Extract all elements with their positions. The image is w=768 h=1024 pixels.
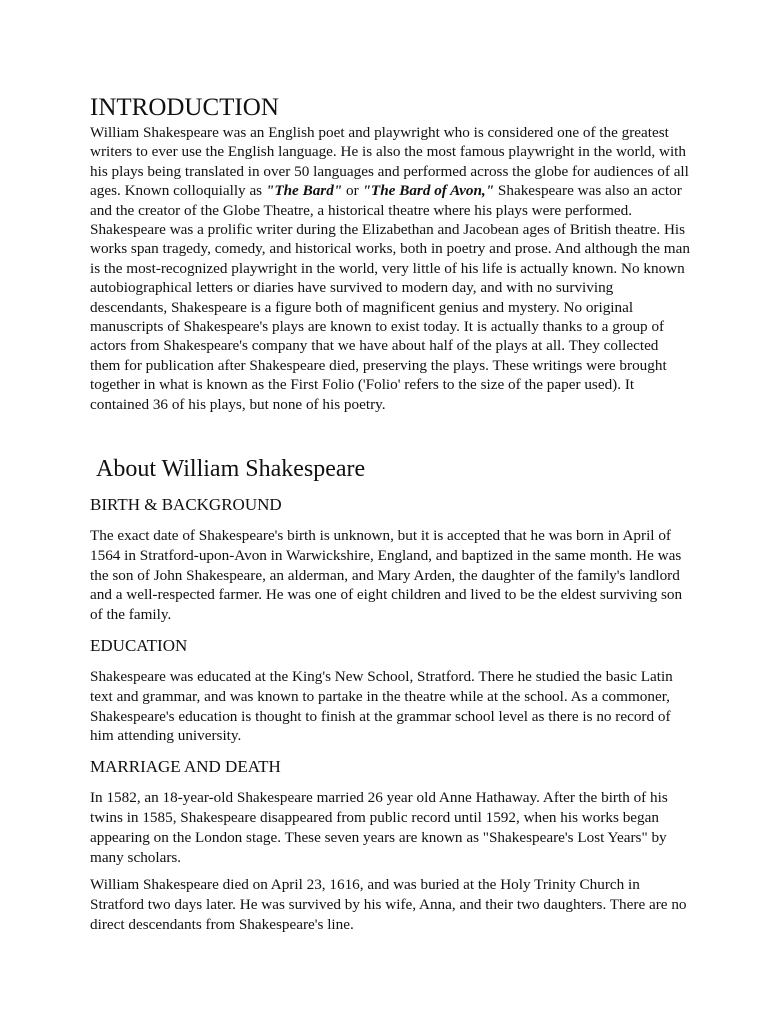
intro-text-or: or xyxy=(342,182,363,200)
education-heading: EDUCATION xyxy=(90,636,188,656)
education-paragraph: Shakespeare was educated at the King's New School, Stratford. There he studied the basic Latin text and grammar, and was known to partake in the theatre while at the school. As a commoner, Shakespeare's education is thought to finish at the grammar school level as there is no record of him attending university. xyxy=(90,668,673,745)
death-paragraph: William Shakespeare died on April 23, 1616, and was buried at the Holy Trinity Church in Stratford two days later. He was survived by his wife, Anna, and their two daughters. There are no direct descendants from Shakespeare's line. xyxy=(90,876,687,934)
introduction-heading: INTRODUCTION xyxy=(90,94,279,121)
marriage-paragraph: In 1582, an 18-year-old Shakespeare married 26 year old Anne Hathaway. After the birth of his twins in 1585, Shakespeare disappeared from public record until 1592, when his works began appearing on the London stage. These seven years are known as "Shakespeare's Lost Years" by many scholars. xyxy=(90,789,668,866)
birth-heading: BIRTH & BACKGROUND xyxy=(90,495,282,515)
document-content xyxy=(90,93,690,935)
marriage-heading: MARRIAGE AND DEATH xyxy=(90,757,281,777)
nickname-bard-of-avon: "The Bard of Avon," xyxy=(362,182,495,200)
birth-paragraph: The exact date of Shakespeare's birth is unknown, but it is accepted that he was born in April of 1564 in Stratford-upon-Avon in Warwickshire, England, and baptized in the same month. He was the son of John Shakespeare, an alderman, and Mary Arden, the daughter of the family's landlord and a well-respected farmer. He was one of eight children and lived to be the eldest surviving son of the family. xyxy=(90,527,683,624)
nickname-the-bard: "The Bard" xyxy=(265,182,343,200)
introduction-paragraph xyxy=(90,123,690,414)
about-title: About William Shakespeare xyxy=(96,456,366,483)
intro-text-part1: William Shakespeare was an English poet and playwright who is considered one of the greatest writers to ever use the English language. He is also the most famous playwright in the world, with his plays being translated in over 50 languages and performed across the globe for audiences of all ages. Known colloquially as xyxy=(90,124,689,200)
intro-text-part2: Shakespeare was also an actor and the creator of the Globe Theatre, a historical theatre where his plays were performed. Shakespeare was a prolific writer during the Elizabethan and Jacobean ages of British theatre. His works span tragedy, comedy, and historical works, both in poetry and prose. And although the man is the most-recognized playwright in the world, very little of his life is actually known. No known autobiographical letters or diaries have survived to modern day, and with no surviving descendants, Shakespeare is a figure both of magnificent genius and mystery. No original manuscripts of Shakespeare's plays are known to exist today. It is actually thanks to a group of actors from Shakespeare's company that we have about half of the plays at all. They collected them for publication after Shakespeare died, preserving the plays. These writings were brought together in what is known as the First Folio ('Folio' refers to the size of the paper used). It contained 36 of his plays, but none of his poetry. xyxy=(90,182,690,413)
